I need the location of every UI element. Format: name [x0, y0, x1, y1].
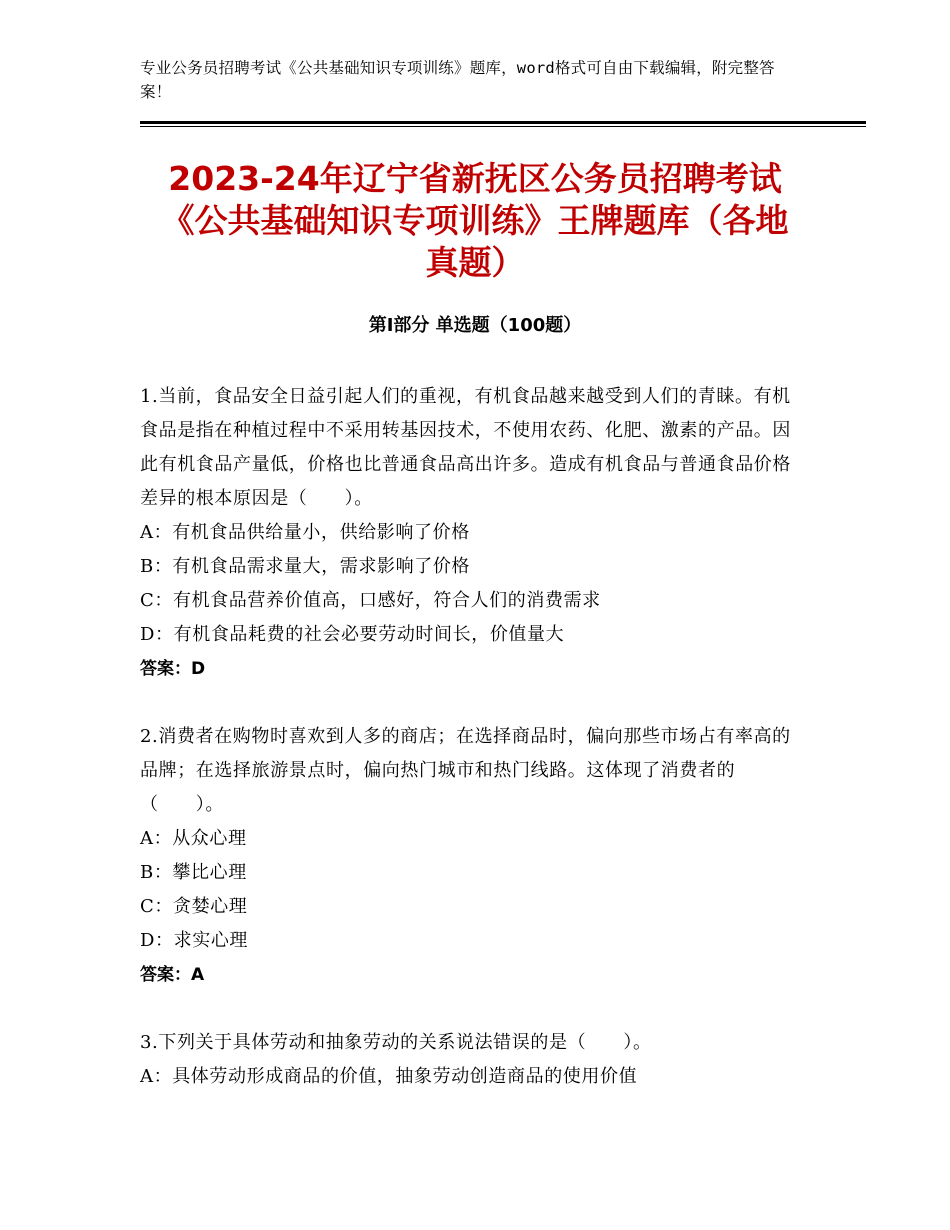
- section-title: 第Ⅰ部分 单选题（100题）: [368, 315, 582, 336]
- option-b: B：攀比心理: [140, 862, 247, 883]
- header-rule-thick: [140, 121, 866, 124]
- answer: 答案：D: [140, 659, 206, 679]
- title-line-1: 2023-24年辽宁省新抚区公务员招聘考试: [168, 159, 782, 198]
- option-a: A：从众心理: [140, 828, 247, 849]
- question-stem: 2.消费者在购物时喜欢到人多的商店；在选择商品时，偏向那些市场占有率高的品牌；在选择旅游景点时，偏向热门城市和热门线路。这体现了消费者的（ ）。: [140, 726, 791, 815]
- option-a: A：有机食品供给量小，供给影响了价格: [140, 522, 470, 543]
- option-b: B：有机食品需求量大，需求影响了价格: [140, 556, 471, 577]
- option-c: C：有机食品营养价值高，口感好，符合人们的消费需求: [140, 590, 601, 611]
- header-note: 专业公务员招聘考试《公共基础知识专项训练》题库，word格式可自由下载编辑，附完整答案！: [140, 59, 775, 101]
- header-rule-thin: [140, 126, 866, 127]
- document-title: [120, 158, 830, 284]
- question-list: [140, 380, 800, 1128]
- option-c: C：贪婪心理: [140, 896, 248, 917]
- question-1: [140, 380, 800, 686]
- question-stem: 3.下列关于具体劳动和抽象劳动的关系说法错误的是（ ）。: [140, 1032, 652, 1053]
- option-d: D：求实心理: [140, 930, 249, 951]
- title-line-2: 《公共基础知识专项训练》王牌题库（各地: [161, 201, 789, 240]
- option-d: D：有机食品耗费的社会必要劳动时间长，价值量大: [140, 624, 565, 645]
- answer: 答案：A: [140, 965, 205, 985]
- question-3: [140, 1026, 800, 1094]
- question-2: [140, 720, 800, 992]
- option-a: A：具体劳动形成商品的价值，抽象劳动创造商品的使用价值: [140, 1066, 638, 1087]
- question-stem: 1.当前，食品安全日益引起人们的重视，有机食品越来越受到人们的青睐。有机食品是指在种植过程中不采用转基因技术，不使用农药、化肥、激素的产品。因此有机食品产量低，价格也比普通食品高出许多。造成有机食品与普通食品价格差异的根本原因是（ ）。: [140, 386, 791, 509]
- title-line-3: 真题）: [425, 243, 525, 282]
